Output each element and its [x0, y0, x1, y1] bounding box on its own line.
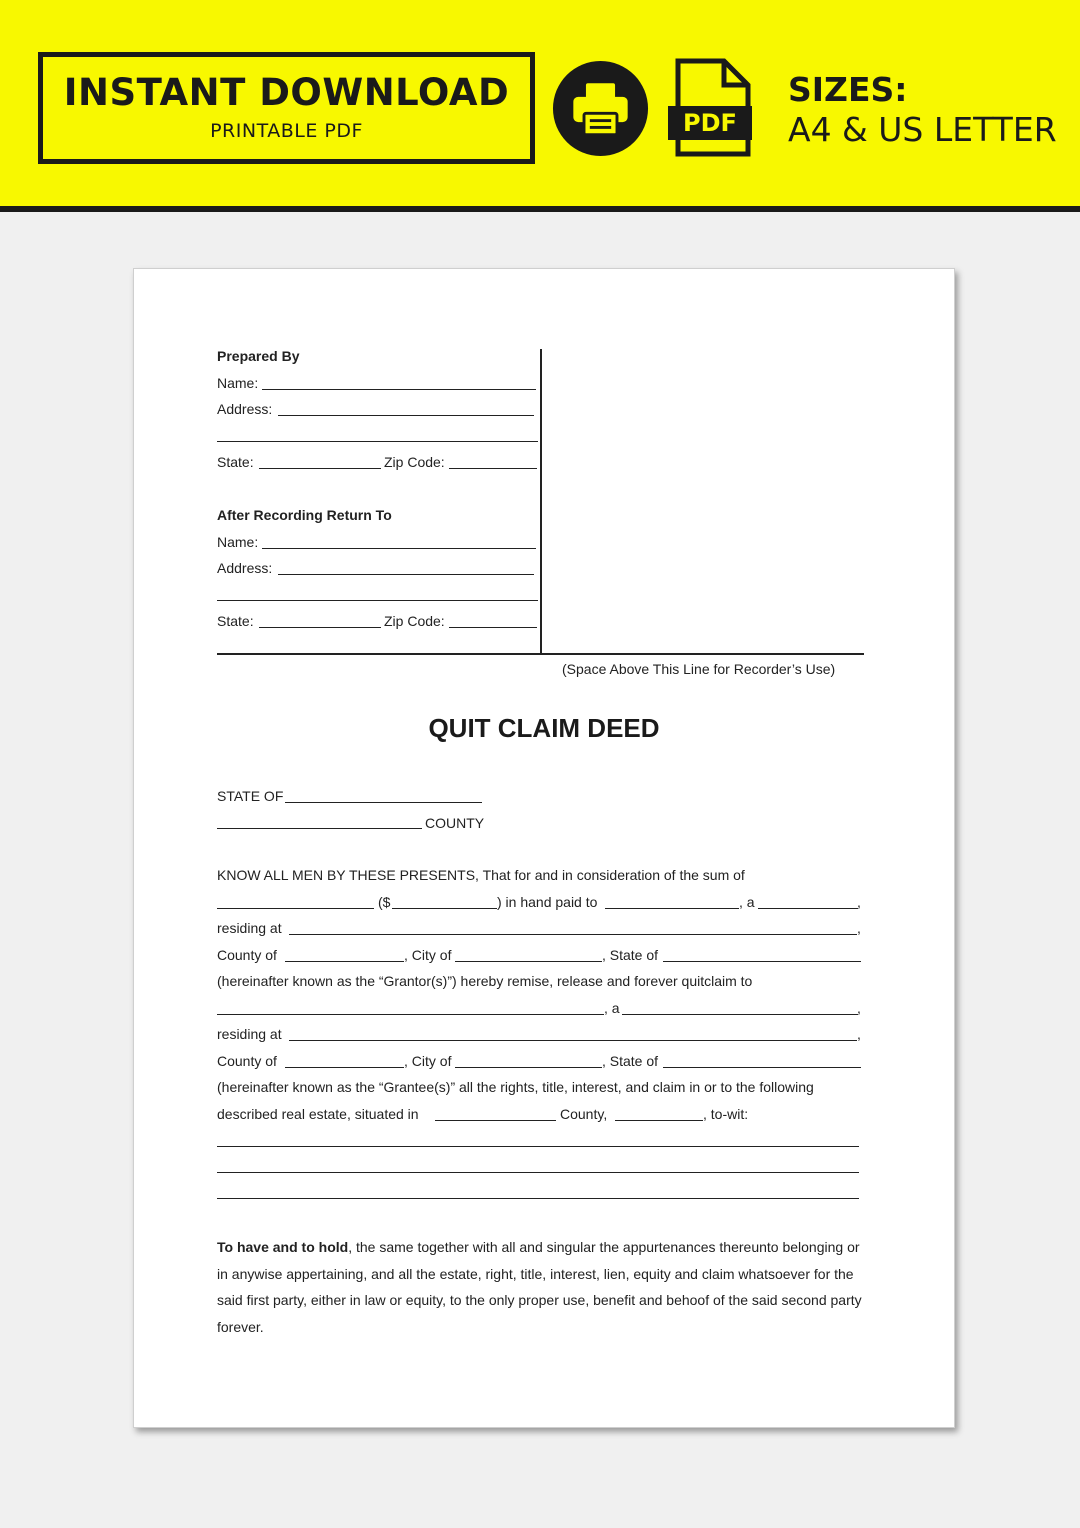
grantor-line: (hereinafter known as the “Grantor(s)”) hereby remise, release and forever quitclaim to	[217, 973, 753, 989]
paid-to-label: ) in hand paid to	[497, 894, 598, 910]
printer-icon	[552, 60, 649, 157]
legal-description-line-1[interactable]	[217, 1146, 859, 1147]
grantee-city-field[interactable]	[455, 1067, 602, 1068]
grantee-state-field[interactable]	[663, 1067, 861, 1068]
return-name-field[interactable]	[262, 548, 536, 549]
sizes-value: A4 & US LETTER	[788, 110, 1057, 149]
return-name-label: Name:	[217, 534, 259, 550]
return-state-label: State:	[217, 613, 254, 629]
pdf-label: PDF	[683, 109, 737, 137]
habendum-text: , the same together with all and singular the appurtenances thereunto belonging or in anywise appertaining, and all the estate, right, title, interest, lien, equity and claim whatsoever for the said first party, either in law or equity, to the only proper use, benefit and behoof of the said second party forever.	[217, 1239, 862, 1335]
prepared-name-field[interactable]	[262, 389, 536, 390]
legal-description-line-2[interactable]	[217, 1172, 859, 1173]
situated-in-field[interactable]	[435, 1120, 556, 1121]
a-label-1: , a	[739, 894, 755, 910]
return-zip-field[interactable]	[449, 627, 537, 628]
grantor-type-field[interactable]	[758, 908, 858, 909]
consideration-amount-field[interactable]	[392, 908, 497, 909]
prepared-zip-label: Zip Code:	[384, 454, 445, 470]
county-label: COUNTY	[425, 815, 485, 831]
legal-description-line-3[interactable]	[217, 1198, 859, 1199]
a-label-2: , a	[604, 1000, 620, 1016]
prepared-state-field[interactable]	[259, 468, 381, 469]
grantor-county-field[interactable]	[285, 961, 404, 962]
comma-1: ,	[857, 894, 861, 910]
grantee-residing-field[interactable]	[289, 1040, 857, 1041]
consideration-words-field[interactable]	[217, 908, 374, 909]
state-of-field[interactable]	[285, 802, 482, 803]
state-of-label: STATE OF	[217, 788, 284, 804]
county-comma-label: County,	[560, 1106, 608, 1122]
document-page	[133, 268, 955, 1428]
quit-claim-deed-form	[134, 269, 954, 1427]
to-wit-label: , to-wit:	[703, 1106, 749, 1122]
grantee-type-field[interactable]	[622, 1014, 858, 1015]
habendum-lead: To have and to hold	[217, 1239, 349, 1255]
sizes-label: SIZES:	[788, 70, 908, 109]
recorder-note: (Space Above This Line for Recorder’s Use)	[562, 661, 836, 677]
grantee-state-label: , State of	[602, 1053, 659, 1069]
sizes-info	[788, 70, 1057, 150]
prepared-address-field[interactable]	[278, 415, 534, 416]
prepared-state-label: State:	[217, 454, 254, 470]
grantee-city-label: , City of	[404, 1053, 452, 1069]
situated-state-field[interactable]	[615, 1120, 703, 1121]
grantee-name-field[interactable]	[217, 1014, 604, 1015]
habendum-paragraph	[217, 1234, 867, 1340]
paid-to-field[interactable]	[605, 908, 739, 909]
grantor-state-field[interactable]	[663, 961, 861, 962]
prepared-name-label: Name:	[217, 375, 259, 391]
banner-title: INSTANT DOWNLOAD	[63, 71, 510, 114]
instant-download-badge	[38, 52, 535, 164]
deed-title: QUIT CLAIM DEED	[428, 713, 660, 743]
prepared-address-line2-field[interactable]	[217, 441, 538, 442]
county-field[interactable]	[217, 828, 422, 829]
described-label: described real estate, situated in	[217, 1106, 419, 1122]
prepared-zip-field[interactable]	[449, 468, 537, 469]
banner-subtitle: PRINTABLE PDF	[210, 120, 363, 142]
comma-2: ,	[857, 920, 861, 936]
pdf-file-icon	[666, 58, 758, 158]
comma-4: ,	[857, 1026, 861, 1042]
grantee-line: (hereinafter known as the “Grantee(s)” all the rights, title, interest, and claim in or to the following	[217, 1079, 814, 1095]
grantee-residing-label: residing at	[217, 1026, 282, 1042]
return-zip-label: Zip Code:	[384, 613, 445, 629]
promo-banner	[0, 0, 1080, 212]
grantor-residing-field[interactable]	[289, 934, 857, 935]
return-to-heading: After Recording Return To	[217, 507, 392, 523]
grantee-county-label: County of	[217, 1053, 277, 1069]
return-address-line2-field[interactable]	[217, 600, 538, 601]
comma-3: ,	[857, 1000, 861, 1016]
recorder-divider-horizontal	[217, 653, 864, 655]
grantee-county-field[interactable]	[285, 1067, 404, 1068]
return-address-label: Address:	[217, 560, 273, 576]
grantor-residing-label: residing at	[217, 920, 282, 936]
dollar-open: ($	[378, 894, 391, 910]
prepared-by-heading: Prepared By	[217, 348, 300, 364]
prepared-address-label: Address:	[217, 401, 273, 417]
return-address-field[interactable]	[278, 574, 534, 575]
grantor-state-label: , State of	[602, 947, 659, 963]
return-state-field[interactable]	[259, 627, 381, 628]
grantor-county-label: County of	[217, 947, 277, 963]
recorder-divider-vertical	[540, 349, 542, 654]
grantor-city-field[interactable]	[455, 961, 602, 962]
grantor-city-label: , City of	[404, 947, 452, 963]
body-line-1: KNOW ALL MEN BY THESE PRESENTS, That for and in consideration of the sum of	[217, 867, 745, 883]
